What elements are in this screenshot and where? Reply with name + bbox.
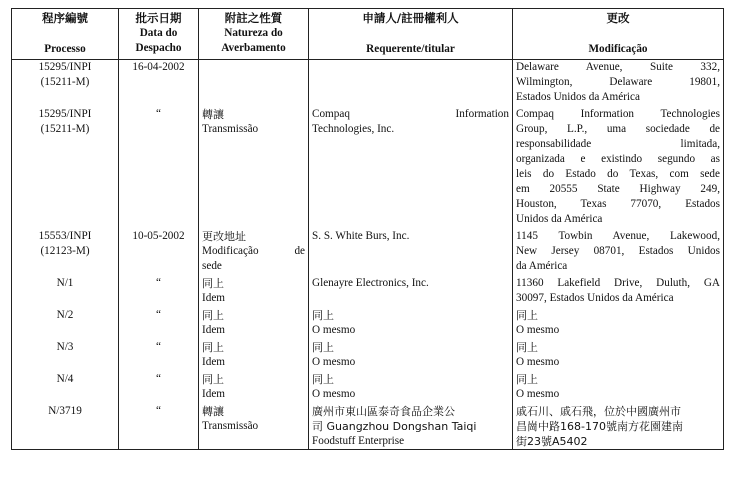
cell-processo xyxy=(12,404,119,450)
cell-line: 1145 Towbin Avenue, Lakewood, xyxy=(516,230,720,242)
table-row xyxy=(12,276,724,306)
cell-processo xyxy=(12,308,119,338)
cell-requerente xyxy=(309,404,513,450)
header-requerente-zh: 申請人/註冊權利人 xyxy=(362,11,459,25)
cell-line: Delaware Avenue, Suite 332, xyxy=(516,61,720,73)
header-processo-zh: 程序編號 xyxy=(42,11,88,25)
cell-line: em 20555 State Highway 249, xyxy=(516,183,720,195)
header-requerente xyxy=(309,9,513,60)
cell-line: O mesmo xyxy=(312,324,356,336)
cell-line: N/2 xyxy=(56,309,74,321)
cell-line: 同上 xyxy=(312,373,334,386)
cell-requerente xyxy=(309,340,513,370)
cell-requerente xyxy=(309,372,513,402)
cell-line: “ xyxy=(156,108,161,120)
cell-natureza xyxy=(199,229,309,274)
cell-line: N/3 xyxy=(56,341,74,353)
cell-line: 11360 Lakefield Drive, Duluth, GA xyxy=(516,277,720,289)
cell-line: Wilmington, Delaware 19801, xyxy=(516,76,720,88)
cell-line: sede xyxy=(202,260,222,272)
header-modificacao xyxy=(513,9,724,60)
cell-line: Unidos da América xyxy=(516,213,603,225)
cell-line: S. S. White Burs, Inc. xyxy=(312,230,410,242)
cell-natureza xyxy=(199,340,309,370)
cell-line: 10-05-2002 xyxy=(132,230,185,242)
cell-processo xyxy=(12,372,119,402)
cell-line: 同上 xyxy=(516,309,538,322)
cell-line: N/1 xyxy=(56,277,74,289)
header-requerente-pt: Requerente/titular xyxy=(366,43,455,55)
cell-line: N/3719 xyxy=(48,405,82,417)
cell-line: 同上 xyxy=(312,341,334,354)
cell-line: 30097, Estados Unidos da América xyxy=(516,292,674,304)
cell-line: Compaq Information xyxy=(312,108,509,120)
header-processo xyxy=(12,9,119,60)
table-row xyxy=(12,404,724,450)
cell-processo xyxy=(12,340,119,370)
cell-line: (15211-M) xyxy=(40,76,90,88)
header-natureza-zh: 附註之性質 xyxy=(224,11,283,25)
header-processo-pt: Processo xyxy=(44,43,86,55)
cell-line: 街23號A5402 xyxy=(516,435,588,448)
table-row xyxy=(12,229,724,274)
header-row xyxy=(12,9,724,60)
cell-data xyxy=(119,308,199,338)
cell-modificacao xyxy=(513,60,724,106)
cell-line: (12123-M) xyxy=(40,245,90,257)
cell-line: New Jersey 08701, Estados Unidos xyxy=(516,245,720,257)
cell-line: Glenayre Electronics, Inc. xyxy=(312,277,429,289)
cell-data xyxy=(119,107,199,227)
cell-processo xyxy=(12,276,119,306)
header-despacho xyxy=(119,9,199,60)
cell-modificacao xyxy=(513,308,724,338)
cell-line: Idem xyxy=(202,356,225,368)
cell-line: leis do Estado do Texas, com sede xyxy=(516,168,720,180)
cell-modificacao xyxy=(513,276,724,306)
cell-line: Group, L.P., uma sociedade de xyxy=(516,123,720,135)
cell-line: 同上 xyxy=(202,373,224,386)
cell-line: Idem xyxy=(202,324,225,336)
table-row xyxy=(12,372,724,402)
cell-line: 司 Guangzhou Dongshan Taiqi xyxy=(312,420,477,433)
cell-requerente xyxy=(309,229,513,274)
cell-line: 15295/INPI xyxy=(38,61,92,73)
cell-line: da América xyxy=(516,260,568,272)
cell-data xyxy=(119,340,199,370)
cell-natureza xyxy=(199,60,309,106)
header-natureza-pt1: Natureza do xyxy=(224,27,283,39)
header-despacho-zh: 批示日期 xyxy=(135,11,182,25)
cell-line: Estados Unidos da América xyxy=(516,91,640,103)
cell-line: responsabilidade limitada, xyxy=(516,138,720,150)
cell-line: “ xyxy=(156,341,161,353)
cell-line: 同上 xyxy=(202,341,224,354)
cell-data xyxy=(119,372,199,402)
cell-data xyxy=(119,60,199,106)
header-natureza-pt2: Averbamento xyxy=(221,42,286,54)
cell-data xyxy=(119,404,199,450)
cell-line: “ xyxy=(156,309,161,321)
cell-modificacao xyxy=(513,340,724,370)
cell-line: 更改地址 xyxy=(202,230,246,243)
cell-line: 16-04-2002 xyxy=(132,61,185,73)
cell-line: 同上 xyxy=(516,373,538,386)
table-row xyxy=(12,308,724,338)
cell-line: Transmissão xyxy=(202,123,259,135)
cell-line: O mesmo xyxy=(312,356,356,368)
header-despacho-pt2: Despacho xyxy=(135,42,182,54)
cell-line: 同上 xyxy=(202,277,224,290)
table-row xyxy=(12,107,724,227)
cell-line: “ xyxy=(156,405,161,417)
cell-line: organizada e existindo segundo as xyxy=(516,153,720,165)
cell-line: 昌崗中路168-170號南方花園建南 xyxy=(516,420,683,433)
cell-line: Foodstuff Enterprise xyxy=(312,435,405,447)
cell-line: 15553/INPI xyxy=(38,230,92,242)
cell-modificacao xyxy=(513,229,724,274)
cell-processo xyxy=(12,229,119,274)
cell-line: “ xyxy=(156,373,161,385)
cell-line: 戚石川、戚石飛，位於中國廣州市 xyxy=(516,405,681,418)
cell-line: O mesmo xyxy=(516,324,560,336)
cell-processo xyxy=(12,107,119,227)
table-body xyxy=(12,60,724,450)
header-despacho-pt1: Data do xyxy=(139,27,178,39)
cell-line: O mesmo xyxy=(516,356,560,368)
cell-line: “ xyxy=(156,277,161,289)
table-row xyxy=(12,60,724,106)
header-modificacao-pt: Modificação xyxy=(588,43,648,55)
cell-line: 廣州市東山區泰奇食品企業公 xyxy=(312,405,455,418)
cell-natureza xyxy=(199,107,309,227)
cell-requerente xyxy=(309,107,513,227)
cell-line: 同上 xyxy=(516,341,538,354)
cell-line: Compaq Information Technologies xyxy=(516,108,720,120)
cell-data xyxy=(119,276,199,306)
cell-modificacao xyxy=(513,372,724,402)
cell-natureza xyxy=(199,404,309,450)
cell-line: 15295/INPI xyxy=(38,108,92,120)
cell-line: Transmissão xyxy=(202,420,259,432)
cell-line: O mesmo xyxy=(516,388,560,400)
cell-natureza xyxy=(199,372,309,402)
cell-requerente xyxy=(309,60,513,106)
header-modificacao-zh: 更改 xyxy=(606,11,630,25)
cell-modificacao xyxy=(513,107,724,227)
cell-processo xyxy=(12,60,119,106)
table-row xyxy=(12,340,724,370)
cell-line: Idem xyxy=(202,388,225,400)
cell-line: N/4 xyxy=(56,373,74,385)
cell-line: Modificação de xyxy=(202,245,305,257)
cell-modificacao xyxy=(513,404,724,450)
header-natureza xyxy=(199,9,309,60)
cell-line: (15211-M) xyxy=(40,123,90,135)
cell-line: 同上 xyxy=(202,309,224,322)
averbamentos-table xyxy=(11,8,724,450)
cell-line: Houston, Texas 77070, Estados xyxy=(516,198,720,210)
cell-line: Technologies, Inc. xyxy=(312,123,395,135)
cell-line: 同上 xyxy=(312,309,334,322)
cell-line: O mesmo xyxy=(312,388,356,400)
cell-requerente xyxy=(309,308,513,338)
cell-natureza xyxy=(199,308,309,338)
cell-data xyxy=(119,229,199,274)
cell-line: 轉讓 xyxy=(202,108,224,121)
cell-line: Idem xyxy=(202,292,225,304)
cell-natureza xyxy=(199,276,309,306)
cell-line: 轉讓 xyxy=(202,405,224,418)
cell-requerente xyxy=(309,276,513,306)
